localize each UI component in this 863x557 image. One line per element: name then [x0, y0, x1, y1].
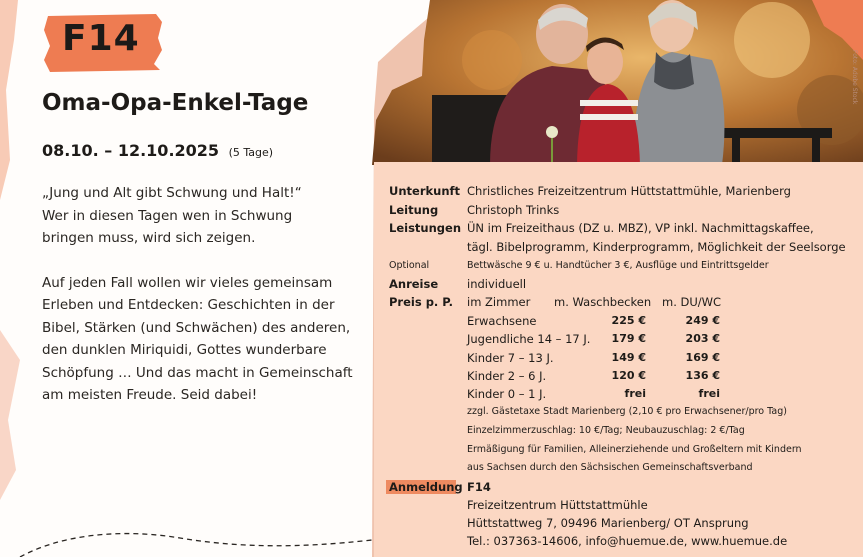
price-basin: 120 € — [611, 369, 646, 382]
registration-name: Freizeitzentrum Hüttstattmühle — [467, 498, 648, 512]
intro-line: am meisten Freude. Seid dabei! — [42, 387, 258, 403]
details-panel — [374, 162, 863, 557]
leistungen-line: tägl. Bibelprogramm, Kinderprogramm, Möglichkeit der Seelsorge — [467, 240, 846, 254]
price-shower: 169 € — [685, 351, 720, 364]
price-category: Jugendliche 14 – 17 J. — [467, 332, 591, 346]
price-category: Kinder 0 – 1 J. — [467, 387, 547, 401]
photo-credit: Foto: Adobe Stock — [851, 50, 858, 105]
price-basin: 225 € — [611, 314, 646, 327]
optional-label: Optional — [389, 260, 430, 271]
leitung-label: Leitung — [389, 203, 439, 217]
price-category: Kinder 7 – 13 J. — [467, 351, 554, 365]
event-code: F14 — [62, 18, 140, 59]
event-dates — [42, 141, 273, 160]
intro-line: „Jung und Alt gibt Schwung und Halt!“ — [42, 185, 302, 201]
price-basin: 149 € — [611, 351, 646, 364]
anreise-value: individuell — [467, 277, 527, 291]
price-basin: frei — [624, 387, 646, 400]
intro-line: Wer in diesen Tagen wen in Schwung — [42, 207, 293, 224]
anreise-label: Anreise — [389, 277, 439, 291]
leitung-value: Christoph Trinks — [467, 203, 560, 217]
registration-label: Anmeldung — [389, 480, 463, 494]
registration-address: Hüttstattweg 7, 09496 Marienberg/ OT Ansprung — [467, 516, 749, 530]
preis-label: Preis p. P. — [389, 295, 453, 309]
price-basin: 179 € — [611, 332, 646, 345]
duration: (5 Tage) — [228, 146, 274, 159]
optional-value: Bettwäsche 9 € u. Handtücher 3 €, Ausflüge und Eintrittsgelder — [467, 260, 769, 271]
price-shower: frei — [698, 387, 720, 400]
price-shower: 203 € — [685, 332, 720, 345]
registration-contact: Tel.: 037363-14606, info@huemue.de, www.huemue.de — [467, 534, 788, 548]
price-shower: 249 € — [685, 314, 720, 327]
page-title: Oma-Opa-Enkel-Tage — [42, 90, 309, 116]
intro-line: Schöpfung … Und das macht in Gemeinschaft — [42, 364, 353, 381]
col-header-room: im Zimmer — [467, 295, 531, 309]
intro-line: Erleben und Entdecken: Geschichten in der — [42, 297, 335, 313]
unterkunft-value: Christliches Freizeitzentrum Hüttstattmühle, Marienberg — [467, 184, 791, 198]
leistungen-label: Leistungen — [389, 221, 462, 235]
date-range: 08.10. – 12.10.2025 — [42, 141, 220, 160]
registration-code: F14 — [467, 480, 491, 494]
note-line: zzgl. Gästetaxe Stadt Marienberg (2,10 € pro Erwachsener/pro Tag) — [467, 406, 787, 417]
col-header-basin: m. Waschbecken — [554, 295, 652, 309]
family-photo — [372, 0, 863, 165]
intro-line: Bibel, Stärken (und Schwächen) des anderen, — [42, 319, 351, 336]
intro-line: bringen muss, wird sich zeigen. — [42, 230, 256, 246]
col-header-shower: m. DU/WC — [662, 295, 722, 309]
note-line: Ermäßigung für Familien, Alleinerziehende und Großeltern mit Kindern — [467, 444, 802, 455]
price-shower: 136 € — [685, 369, 720, 382]
unterkunft-label: Unterkunft — [389, 184, 461, 198]
note-line: Einzelzimmerzuschlag: 10 €/Tag; Neubauzuschlag: 2 €/Tag — [467, 425, 745, 436]
price-category: Kinder 2 – 6 J. — [467, 369, 547, 383]
intro-text — [42, 182, 372, 407]
price-category: Erwachsene — [467, 314, 537, 328]
note-line: aus Sachsen durch den Sächsischen Gemeinschaftsverband — [467, 462, 753, 473]
leistungen-line: ÜN im Freizeithaus (DZ u. MBZ), VP inkl. Nachmittagskaffee, — [467, 221, 814, 235]
intro-line: den dunklen Miriquidi, Gottes wunderbare — [42, 342, 327, 358]
intro-line: Auf jeden Fall wollen wir vieles gemeinsam — [42, 274, 333, 291]
